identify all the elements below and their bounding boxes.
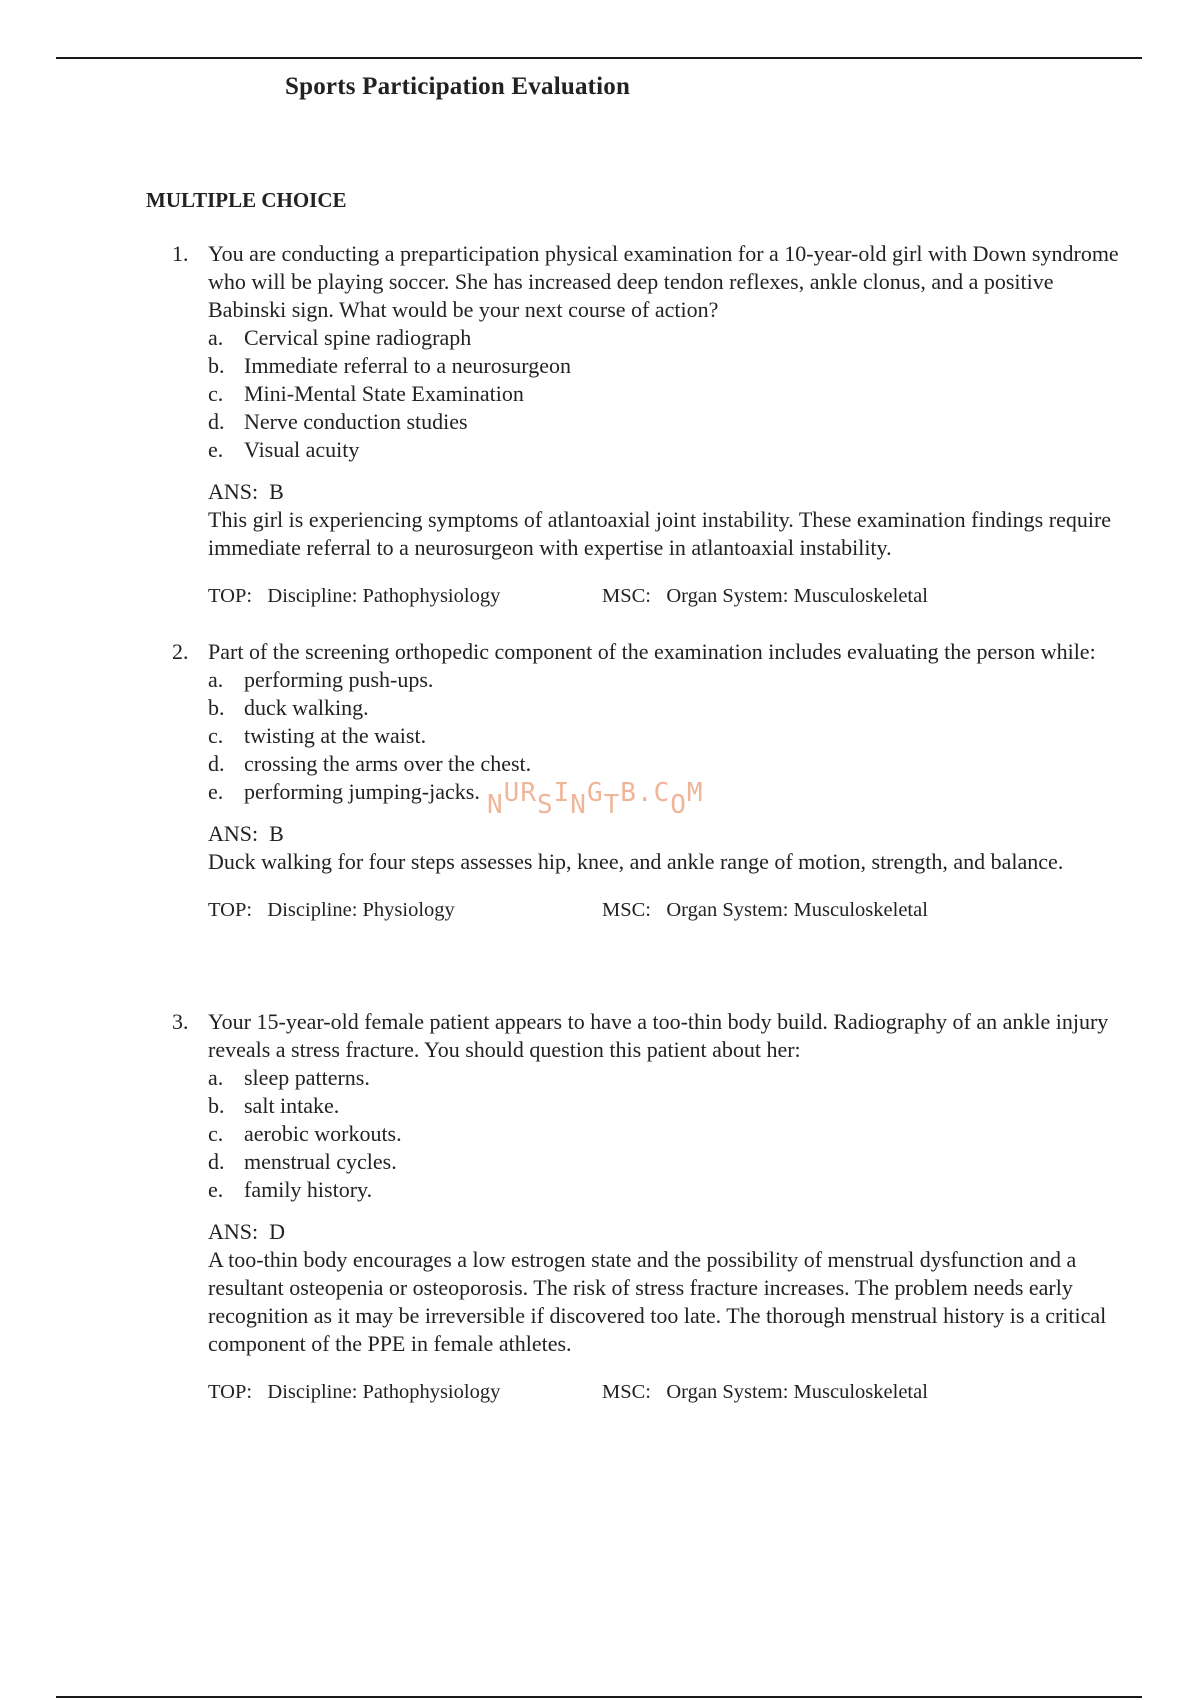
option-text: Nerve conduction studies [244,409,468,434]
watermark-letter: T [603,790,621,820]
option-letter: d. [208,751,225,776]
topic-label: TOP: Discipline: Pathophysiology [208,585,501,607]
answer-key: ANS: B [208,821,284,846]
option-letter: d. [208,1149,225,1174]
option-text: Cervical spine radiograph [244,325,472,350]
option-text: performing push-ups. [244,667,434,692]
option-letter: b. [208,695,225,720]
answer-block [208,820,1132,876]
option-text: duck walking. [244,695,369,720]
answer-rationale: This girl is experiencing symptoms of atlantoaxial joint instability. These examination findings require immediate referral to a neurosurgeon with expertise in atlantoaxial instability. [208,507,1112,560]
option-d [208,750,1132,778]
option-e [208,436,1132,464]
question-meta [208,896,1132,924]
option-list [208,666,1132,806]
watermark-letter: I [553,778,571,808]
question-1 [172,240,1132,610]
question-number: 2. [172,639,189,664]
watermark-letter: N [570,790,587,820]
option-b [208,694,1132,722]
bottom-rule [56,1696,1142,1698]
watermark-letter: U [503,778,521,808]
option-text: salt intake. [244,1093,340,1118]
question-number: 1. [172,241,189,266]
option-d [208,1148,1132,1176]
option-b [208,352,1132,380]
option-letter: c. [208,1121,224,1146]
topic-label: TOP: Discipline: Pathophysiology [208,1381,501,1403]
option-text: Immediate referral to a neurosurgeon [244,353,572,378]
option-b [208,1092,1132,1120]
option-a [208,1064,1132,1092]
option-letter: e. [208,779,224,804]
option-letter: a. [208,1065,224,1090]
option-text: Visual acuity [244,437,360,462]
question-text: You are conducting a preparticipation physical examination for a 10-year-old girl with Down syndrome who will be playing soccer. She has increased deep tendon reflexes, ankle clonus, and a positive Babinski sign. What would be your next course of action? [208,241,1119,322]
option-text: crossing the arms over the chest. [244,751,532,776]
option-text: twisting at the waist. [244,723,427,748]
question-meta [208,1378,1132,1406]
watermark-letter: R [520,778,537,808]
question-number: 3. [172,1009,189,1034]
question-3 [172,1008,1132,1406]
option-letter: b. [208,1093,225,1118]
watermark-letter: N [487,790,504,820]
watermark-letter: O [670,790,687,820]
top-rule [56,57,1142,59]
topic-label: TOP: Discipline: Physiology [208,899,455,921]
option-c [208,1120,1132,1148]
question-text: Part of the screening orthopedic component of the examination includes evaluating the person while: [208,639,1096,664]
msc-label: MSC: Organ System: Musculoskeletal [602,1381,928,1403]
option-letter: b. [208,353,225,378]
option-a [208,324,1132,352]
option-letter: a. [208,667,224,692]
option-list [208,324,1132,464]
option-text: sleep patterns. [244,1065,370,1090]
option-c [208,380,1132,408]
option-text: family history. [244,1177,373,1202]
watermark-letter: M [686,778,704,808]
page-title: Sports Participation Evaluation [285,73,631,100]
question-2 [172,638,1132,924]
option-list [208,1064,1132,1204]
msc-label: MSC: Organ System: Musculoskeletal [602,585,928,607]
option-text: aerobic workouts. [244,1121,402,1146]
option-a [208,666,1132,694]
option-letter: e. [208,437,224,462]
option-text: performing jumping-jacks. [244,779,480,804]
option-letter: a. [208,325,224,350]
option-e [208,1176,1132,1204]
option-text: Mini-Mental State Examination [244,381,524,406]
option-letter: c. [208,723,224,748]
watermark-letter: . [636,778,654,808]
question-meta [208,582,1132,610]
option-e [208,778,1132,806]
msc-label: MSC: Organ System: Musculoskeletal [602,899,928,921]
answer-block [208,1218,1132,1358]
option-letter: e. [208,1177,224,1202]
option-letter: d. [208,409,225,434]
watermark-letter: B [620,778,637,808]
watermark-letter: C [653,778,671,808]
watermark-letter: G [586,778,604,808]
answer-rationale: A too-thin body encourages a low estrogen state and the possibility of menstrual dysfunction and a resultant osteopenia or osteoporosis. The risk of stress fracture increases. The problem needs early recognition as it may be irreversible if discovered too late. The thorough menstrual history is a critical component of the PPE in female athletes. [208,1247,1107,1356]
option-text: menstrual cycles. [244,1149,397,1174]
question-text: Your 15-year-old female patient appears to have a too-thin body build. Radiography of an ankle injury reveals a stress fracture. You should question this patient about her: [208,1009,1109,1062]
answer-key: ANS: D [208,1219,286,1244]
answer-rationale: Duck walking for four steps assesses hip, knee, and ankle range of motion, strength, and balance. [208,849,1064,874]
option-letter: c. [208,381,224,406]
answer-block [208,478,1132,562]
section-heading: MULTIPLE CHOICE [146,188,347,212]
option-c [208,722,1132,750]
watermark-letter: S [536,790,554,820]
answer-key: ANS: B [208,479,284,504]
option-d [208,408,1132,436]
